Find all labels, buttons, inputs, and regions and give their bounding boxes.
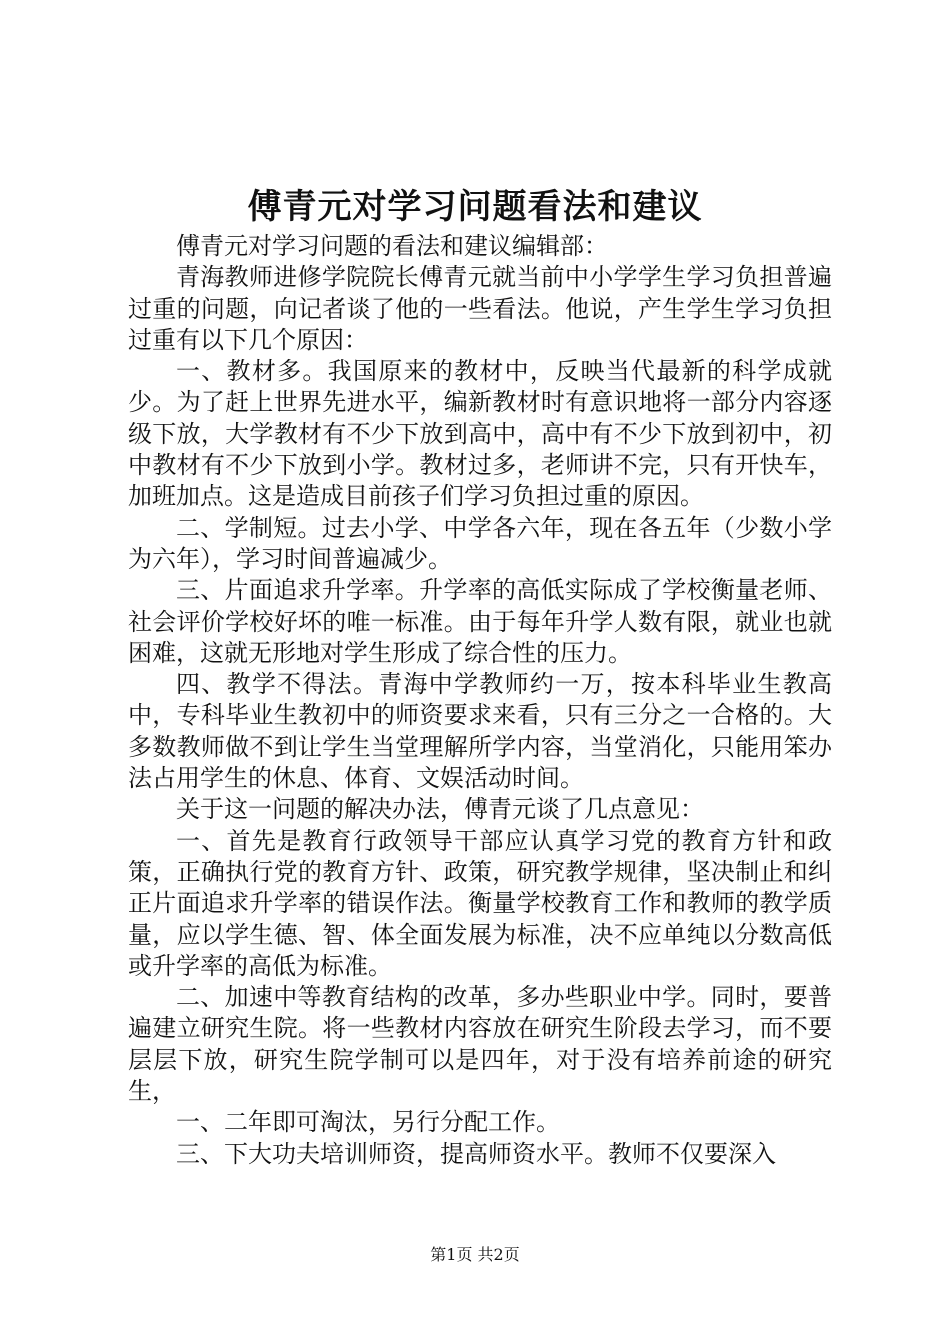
paragraph: 一、二年即可淘汰，另行分配工作。	[176, 1108, 560, 1137]
paragraph: 一、教材多。我国原来的教材中，反映当代最新的科学成就少。为了赶上世界先进水平，编新教材时有意识地将一部分内容逐级下放，大学教材有不少下放到高中，高中有不少下放到初中，初中教材有不少下放到小学。教材过多，老师讲不完，只有开快车，加班加点。这是造成目前孩子们学习负担过重的原因。	[128, 357, 832, 511]
paragraph: 傅青元对学习问题的看法和建议编辑部：	[176, 232, 608, 260]
paragraph: 四、教学不得法。青海中学教师约一万，按本科毕业生教高中，专科毕业生教初中的师资要求来看，只有三分之一合格的。大多数教师做不到让学生当堂理解所学内容，当堂消化，只能用笨办法占用学生的休息、体育、文娱活动时间。	[128, 670, 832, 793]
paragraph: 二、学制短。过去小学、中学各六年，现在各五年（少数小学为六年），学习时间普遍减少。	[128, 513, 832, 573]
paragraph: 一、首先是教育行政领导干部应认真学习党的教育方针和政策，正确执行党的教育方针、政策，研究教学规律，坚决制止和纠正片面追求升学率的错误作法。衡量学校教育工作和教师的教学质量，应以学生德、智、体全面发展为标准，决不应单纯以分数高低或升学率的高低为标准。	[128, 826, 832, 980]
paragraph: 青海教师进修学院院长傅青元就当前中小学学生学习负担普遍过重的问题，向记者谈了他的一些看法。他说，产生学生学习负担过重有以下几个原因：	[128, 263, 832, 354]
paragraph: 关于这一问题的解决办法，傅青元谈了几点意见：	[176, 795, 704, 824]
paragraph: 三、下大功夫培训师资，提高师资水平。教师不仅要深入	[176, 1139, 776, 1168]
paragraph: 三、片面追求升学率。升学率的高低实际成了学校衡量老师、社会评价学校好坏的唯一标准。由于每年升学人数有限，就业也就困难，这就无形地对学生形成了综合性的压力。	[128, 576, 832, 667]
paragraph: 二、加速中等教育结构的改革，多办些职业中学。同时，要普遍建立研究生院。将一些教材内容放在研究生阶段去学习，而不要层层下放，研究生院学制可以是四年，对于没有培养前途的研究生，	[128, 983, 832, 1106]
document-body	[128, 231, 832, 1170]
document-title: 傅青元对学习问题看法和建议	[247, 187, 703, 227]
page-number: 第1页 共2页	[430, 1245, 520, 1264]
